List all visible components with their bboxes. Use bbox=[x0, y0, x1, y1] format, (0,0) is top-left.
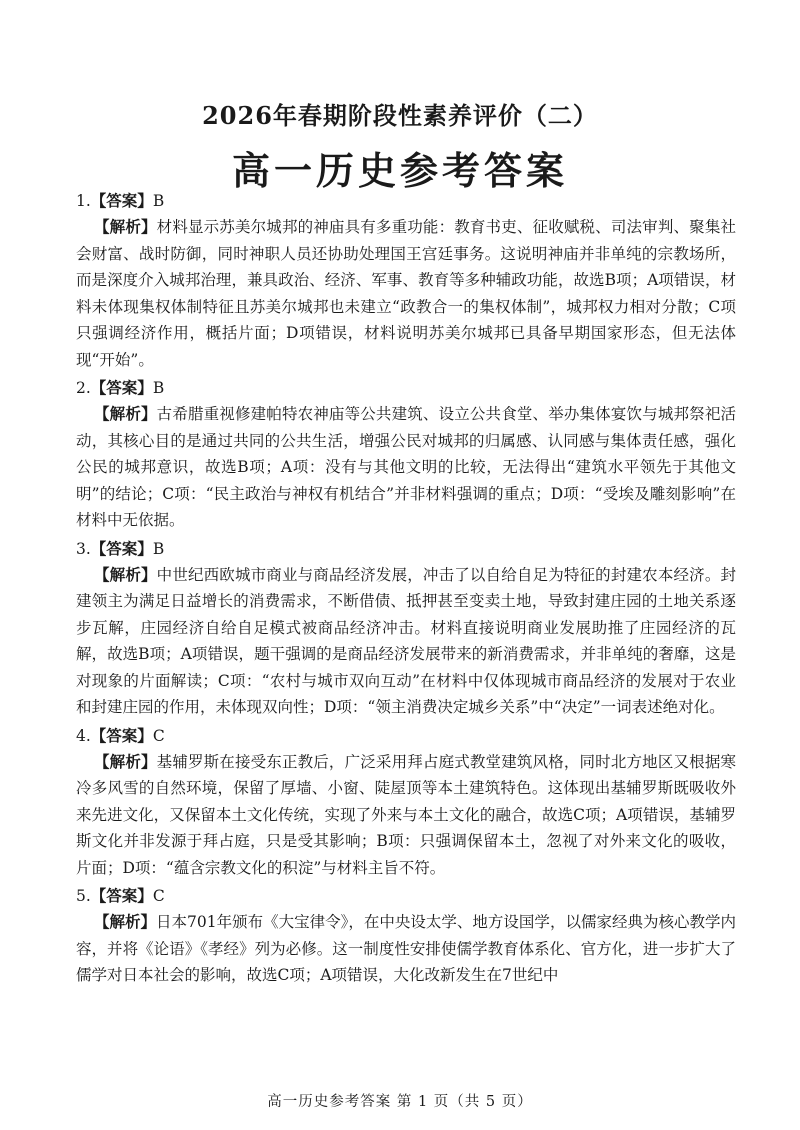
answer-value: B bbox=[152, 379, 165, 397]
question-2 bbox=[76, 375, 736, 534]
question-number: 3. bbox=[76, 539, 91, 558]
question-3 bbox=[76, 536, 736, 721]
analysis-label: 【解析】 bbox=[94, 912, 157, 931]
answer-line bbox=[76, 883, 736, 909]
page-title: 高一历史参考答案 bbox=[231, 149, 568, 193]
analysis-label: 【解析】 bbox=[94, 217, 157, 236]
answer-line bbox=[76, 188, 736, 214]
answer-list bbox=[76, 186, 736, 991]
answer-label: 【答案】 bbox=[90, 191, 153, 210]
exam-subtitle: 2026年春期阶段性素养评价（二） bbox=[202, 101, 598, 130]
analysis-paragraph bbox=[76, 562, 736, 721]
answer-line bbox=[76, 536, 736, 562]
answer-label: 【答案】 bbox=[90, 725, 153, 745]
question-4 bbox=[76, 723, 736, 882]
analysis-label: 【解析】 bbox=[94, 751, 157, 771]
analysis-paragraph bbox=[76, 749, 736, 882]
analysis-text: 基辅罗斯在接受东正教后，广泛采用拜占庭式教堂建筑风格，同时北方地区又根据寒冷多风雪的自然环境，保留了厚墙、小窗、陡屋顶等本土建筑特色。这体现出基辅罗斯既吸收外来先进文化，又保留本土文化传统，实现了外来与本土文化的融合，故选C项；A项错误，基辅罗斯文化并非发源于拜占庭，只是受其影响；B项：只强调保留本土，忽视了对外来文化的吸收，片面；D项：“蕴含宗教文化的积淀”与材料主旨不符。 bbox=[76, 752, 736, 877]
answer-label: 【答案】 bbox=[90, 378, 153, 397]
answer-value: B bbox=[152, 192, 165, 210]
analysis-paragraph bbox=[76, 909, 736, 989]
question-number: 2. bbox=[76, 379, 91, 397]
question-number: 5. bbox=[76, 887, 91, 905]
analysis-text: 日本701年颁布《大宝律令》，在中央设太学、地方设国学，以儒家经典为核心教学内容，并将《论语》《孝经》列为必修。这一制度性安排使儒学教育体系化、官方化，进一步扩大了儒学对日本社会的影响，故选C项；A项错误，大化改新发生在7世纪中 bbox=[76, 913, 736, 984]
analysis-paragraph bbox=[76, 214, 736, 373]
analysis-label: 【解析】 bbox=[94, 404, 157, 423]
analysis-label: 【解析】 bbox=[94, 564, 157, 584]
page-footer: 高一历史参考答案 第 1 页（共 5 页） bbox=[267, 1094, 533, 1110]
answer-label: 【答案】 bbox=[90, 538, 153, 558]
question-1 bbox=[76, 188, 736, 373]
analysis-paragraph bbox=[76, 401, 736, 534]
answer-value: C bbox=[152, 887, 165, 905]
question-number: 1. bbox=[76, 192, 91, 210]
answer-value: B bbox=[152, 539, 165, 558]
question-number: 4. bbox=[76, 726, 91, 745]
answer-line bbox=[76, 375, 736, 401]
analysis-text: 材料显示苏美尔城邦的神庙具有多重功能：教育书吏、征收赋税、司法审判、聚集社会财富、战时防御，同时神职人员还协助处理国王宫廷事务。这说明神庙并非单纯的宗教场所，而是深度介入城邦治理，兼具政治、经济、军事、教育等多种辅政功能，故选B项；A项错误，材料未体现集权体制特征且苏美尔城邦也未建立“政教合一的集权体制”，城邦权力相对分散；C项只强调经济作用，概括片面；D项错误，材料说明苏美尔城邦已具备早期国家形态，但无法体现“开始”。 bbox=[76, 218, 736, 369]
answer-line bbox=[76, 723, 736, 749]
analysis-text: 古希腊重视修建帕特农神庙等公共建筑、设立公共食堂、举办集体宴饮与城邦祭祀活动，其核心目的是通过共同的公共生活，增强公民对城邦的归属感、认同感与集体责任感，强化公民的城邦意识，故选B项；A项：没有与其他文明的比较，无法得出“建筑水平领先于其他文明”的结论；C项：“民主政治与神权有机结合”并非材料强调的重点；D项：“受埃及雕刻影响”在材料中无依据。 bbox=[76, 405, 736, 529]
answer-label: 【答案】 bbox=[90, 886, 153, 905]
answer-value: C bbox=[152, 726, 165, 745]
analysis-text: 中世纪西欧城市商业与商品经济发展，冲击了以自给自足为特征的封建农本经济。封建领主为满足日益增长的消费需求，不断借债、抵押甚至变卖土地，导致封建庄园的土地关系逐步瓦解，庄园经济自给自足模式被商品经济冲击。材料直接说明商业发展助推了庄园经济的瓦解，故选B项；A项错误，题干强调的是商品经济发展带来的新消费需求，并非单纯的奢靡，这是对现象的片面解读；C项：“农村与城市双向互动”在材料中仅体现城市商品经济的发展对于农业和封建庄园的作用，未体现双向性；D项：“领主消费决定城乡关系”中“决定”一词表述绝对化。 bbox=[76, 565, 736, 716]
question-5 bbox=[76, 883, 736, 989]
